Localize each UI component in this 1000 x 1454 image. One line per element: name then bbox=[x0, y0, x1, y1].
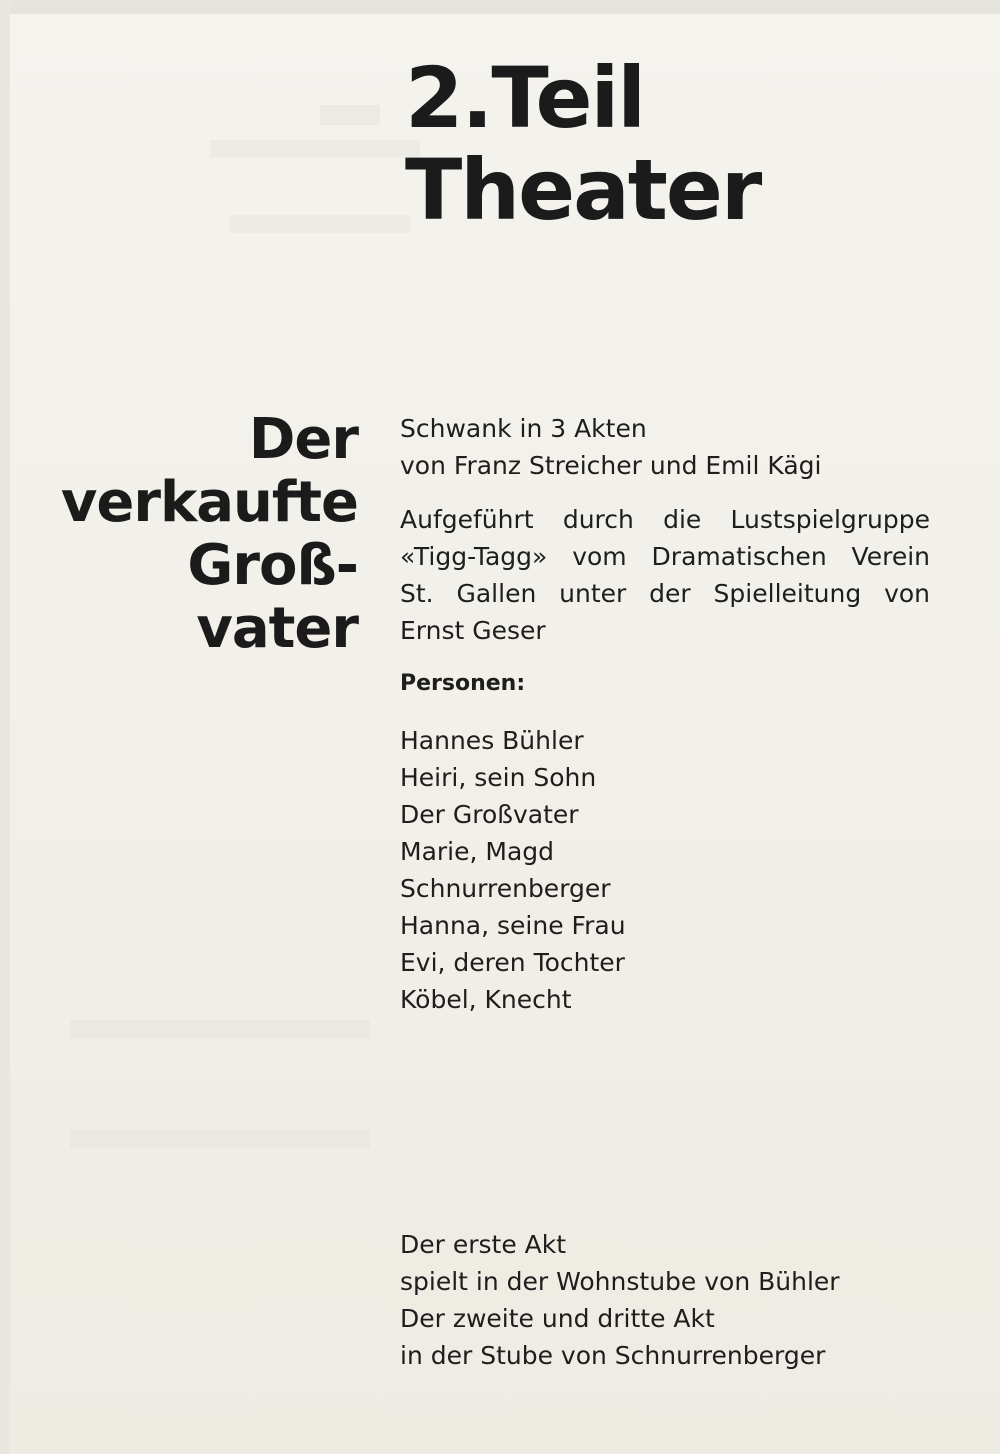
play-title-line: vater bbox=[196, 596, 358, 661]
person-item: Schnurrenberger bbox=[400, 874, 611, 903]
acts-line: Der zweite und dritte Akt bbox=[400, 1304, 715, 1333]
play-description bbox=[400, 410, 930, 1018]
play-title-line: Der bbox=[248, 407, 358, 472]
play-title-line: Groß- bbox=[187, 533, 358, 598]
scan-edge-left bbox=[0, 0, 10, 1454]
show-through-texture bbox=[230, 215, 410, 233]
persons-heading: Personen: bbox=[400, 671, 526, 696]
person-item: Evi, deren Tochter bbox=[400, 948, 625, 977]
person-item: Köbel, Knecht bbox=[400, 985, 572, 1014]
show-through-texture bbox=[70, 1020, 370, 1038]
section-heading-number: 2.Teil bbox=[405, 49, 645, 147]
genre-line: Schwank in 3 Akten bbox=[400, 414, 647, 443]
play-title-line: verkaufte bbox=[60, 470, 358, 535]
authors-line: von Franz Streicher und Emil Kägi bbox=[400, 451, 822, 480]
person-item: Heiri, sein Sohn bbox=[400, 763, 597, 792]
performed-by-line: St. Gallen unter der Spielleitung von bbox=[400, 579, 930, 608]
person-item: Der Großvater bbox=[400, 800, 579, 829]
scan-edge-top bbox=[0, 0, 1000, 14]
section-heading-title: Theater bbox=[405, 141, 761, 239]
play-title bbox=[61, 408, 358, 660]
acts-line: spielt in der Wohnstube von Bühler bbox=[400, 1267, 840, 1296]
show-through-texture bbox=[210, 140, 420, 158]
director-line: Ernst Geser bbox=[400, 616, 546, 645]
show-through-texture bbox=[70, 1130, 370, 1148]
performed-by-line: «Tigg-Tagg» vom Dramatischen Verein bbox=[400, 542, 930, 571]
persons-list bbox=[400, 722, 930, 1018]
performed-by-line: Aufgeführt durch die Lustspielgruppe bbox=[400, 505, 930, 534]
person-item: Marie, Magd bbox=[400, 837, 555, 866]
acts-info bbox=[400, 1226, 840, 1374]
acts-line: in der Stube von Schnurrenberger bbox=[400, 1341, 826, 1370]
person-item: Hanna, seine Frau bbox=[400, 911, 626, 940]
acts-line: Der erste Akt bbox=[400, 1230, 567, 1259]
show-through-texture bbox=[320, 105, 380, 125]
section-heading bbox=[405, 49, 761, 239]
person-item: Hannes Bühler bbox=[400, 726, 584, 755]
